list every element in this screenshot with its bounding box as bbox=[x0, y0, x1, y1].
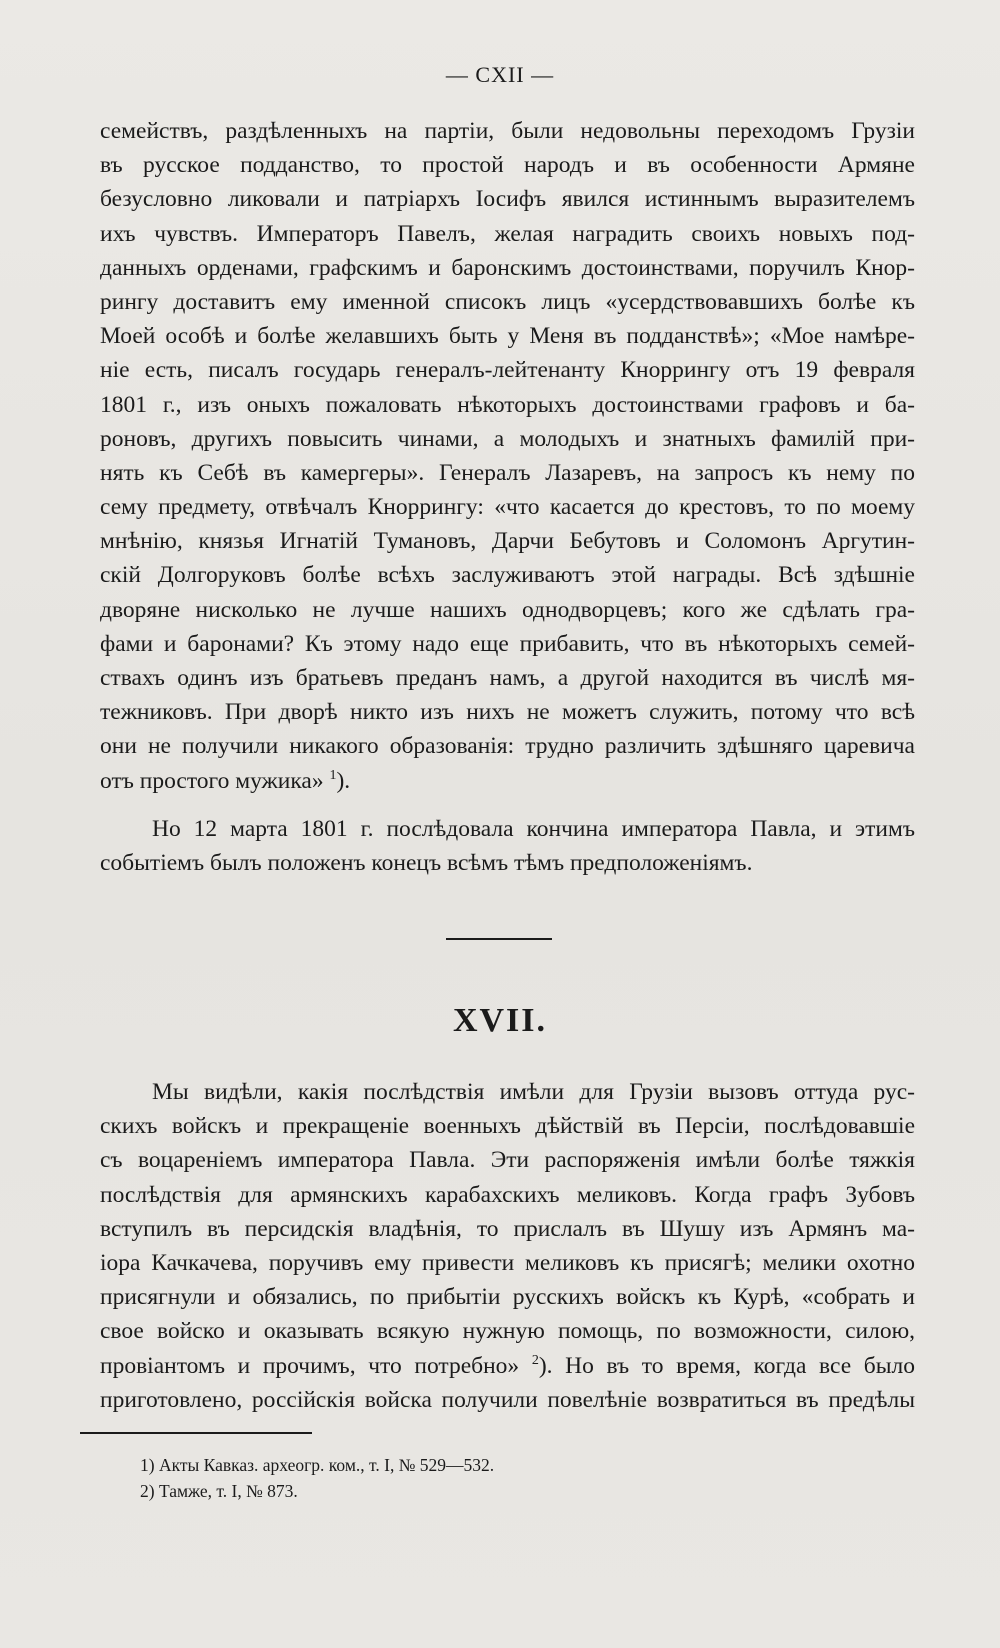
text-line: свое войско и оказывать всякую нужную помощь, по возможности, силою, bbox=[100, 1318, 915, 1345]
text-line: вступилъ въ персидскія владѣнія, то прислалъ въ Шушу изъ Армянъ ма- bbox=[100, 1215, 915, 1242]
text-line: событіемъ былъ положенъ конецъ всѣмъ тѣмъ предположеніямъ. bbox=[100, 850, 753, 877]
text-line: послѣдствія для армянскихъ карабахскихъ меликовъ. Когда графъ Зубовъ bbox=[100, 1181, 915, 1208]
footnote-ref-1[interactable]: 1 bbox=[329, 767, 337, 783]
text-line: дворяне нисколько не лучше нашихъ однодворцевъ; кого же сдѣлать гра- bbox=[100, 596, 915, 623]
footnote-2: 2) Тамже, т. I, № 873. bbox=[140, 1481, 298, 1501]
text-line: тежниковъ. При дворѣ никто изъ нихъ не можетъ служить, потому что всѣ bbox=[100, 699, 915, 726]
text-line: они не получили никакого образованія: трудно различить здѣшняго царевича bbox=[100, 733, 915, 760]
text-line: семействъ, раздѣленныхъ на партіи, были недовольны переходомъ Грузіи bbox=[100, 118, 915, 144]
section-divider bbox=[446, 938, 552, 940]
text-line: нять къ Себѣ въ камергеры». Генералъ Лазаревъ, на запросъ къ нему по bbox=[100, 459, 915, 486]
text-line: въ русское подданство, то простой народъ и въ особенности Армяне bbox=[100, 152, 915, 179]
text-line: съ воцареніемъ императора Павла. Эти распоряженія имѣли болѣе тяжкія bbox=[100, 1147, 915, 1174]
paragraph-3 bbox=[100, 1075, 915, 1417]
text-line: 1801 г., изъ оныхъ пожаловать нѣкоторыхъ достоинствами графовъ и ба- bbox=[100, 391, 915, 418]
text-fragment: ). Но въ то время, когда все было bbox=[538, 1352, 915, 1379]
text-line: іора Качкачева, поручивъ ему привести меликовъ къ присягѣ; мелики охотно bbox=[100, 1249, 915, 1276]
text-line: Но 12 марта 1801 г. послѣдовала кончина императора Павла, и этимъ bbox=[152, 816, 915, 842]
text-line: скій Долгоруковъ болѣе всѣхъ заслуживаютъ этой награды. Всѣ здѣшніе bbox=[100, 562, 915, 589]
text-line: ніе есть, писалъ государь генералъ-лейтенанту Кноррингу отъ 19 февраля bbox=[100, 357, 915, 384]
footnote-1: 1) Акты Кавказ. археогр. ком., т. I, № 529—532. bbox=[140, 1455, 495, 1475]
text-line: Моей особѣ и болѣе желавшихъ быть у Меня въ подданствѣ»; «Мое намѣре- bbox=[100, 323, 915, 350]
footnote-ref-2[interactable]: 2 bbox=[531, 1352, 539, 1368]
text-line: мнѣнію, князья Игнатій Тумановъ, Дарчи Бебутовъ и Соломонъ Аргутин- bbox=[100, 528, 915, 555]
footnotes bbox=[140, 1452, 840, 1504]
page-number-header: — CXII — bbox=[445, 62, 555, 87]
paragraph-1 bbox=[100, 114, 915, 798]
paragraph-2 bbox=[100, 812, 915, 880]
text-line: Мы видѣли, какія послѣдствія имѣли для Грузіи вызовъ оттуда рус- bbox=[152, 1079, 915, 1105]
text-line: сему предмету, отвѣчалъ Кноррингу: «что касается до крестовъ, то по моему bbox=[100, 494, 915, 521]
text-line: ствахъ одинъ изъ братьевъ преданъ намъ, а другой находится въ числѣ мя- bbox=[100, 665, 915, 691]
text-fragment: отъ простого мужика» bbox=[100, 767, 324, 794]
section-heading: XVII. bbox=[452, 1002, 548, 1039]
text-line: ихъ чувствъ. Императоръ Павелъ, желая наградить своихъ новыхъ под- bbox=[100, 220, 915, 247]
text-line: присягнули и обязались, по прибытіи русскихъ войскъ къ Курѣ, «собрать и bbox=[100, 1284, 915, 1311]
text-line: приготовлено, россійскія войска получили повелѣніе возвратиться въ предѣлы bbox=[100, 1386, 915, 1413]
text-line: фами и баронами? Къ этому надо еще прибавить, что въ нѣкоторыхъ семей- bbox=[100, 630, 915, 657]
text-line: безусловно ликовали и патріархъ Іосифъ явился истиннымъ выразителемъ bbox=[100, 186, 915, 213]
text-line: рингу доставитъ ему именной списокъ лицъ «усердствовавшихъ болѣе къ bbox=[100, 288, 915, 315]
text-line: роновъ, другихъ повысить чинами, а молодыхъ и знатныхъ фамилій при- bbox=[100, 425, 915, 452]
text-line bbox=[100, 764, 915, 798]
text-line bbox=[100, 1349, 915, 1383]
text-fragment: ). bbox=[336, 767, 351, 794]
footnote-divider bbox=[80, 1432, 312, 1434]
text-line: скихъ войскъ и прекращеніе военныхъ дѣйствій въ Персіи, послѣдовавшіе bbox=[100, 1113, 915, 1140]
text-fragment: провіантомъ и прочимъ, что потребно» bbox=[100, 1352, 520, 1379]
text-line: данныхъ орденами, графскимъ и баронскимъ достоинствами, поручилъ Кнор- bbox=[100, 254, 915, 281]
